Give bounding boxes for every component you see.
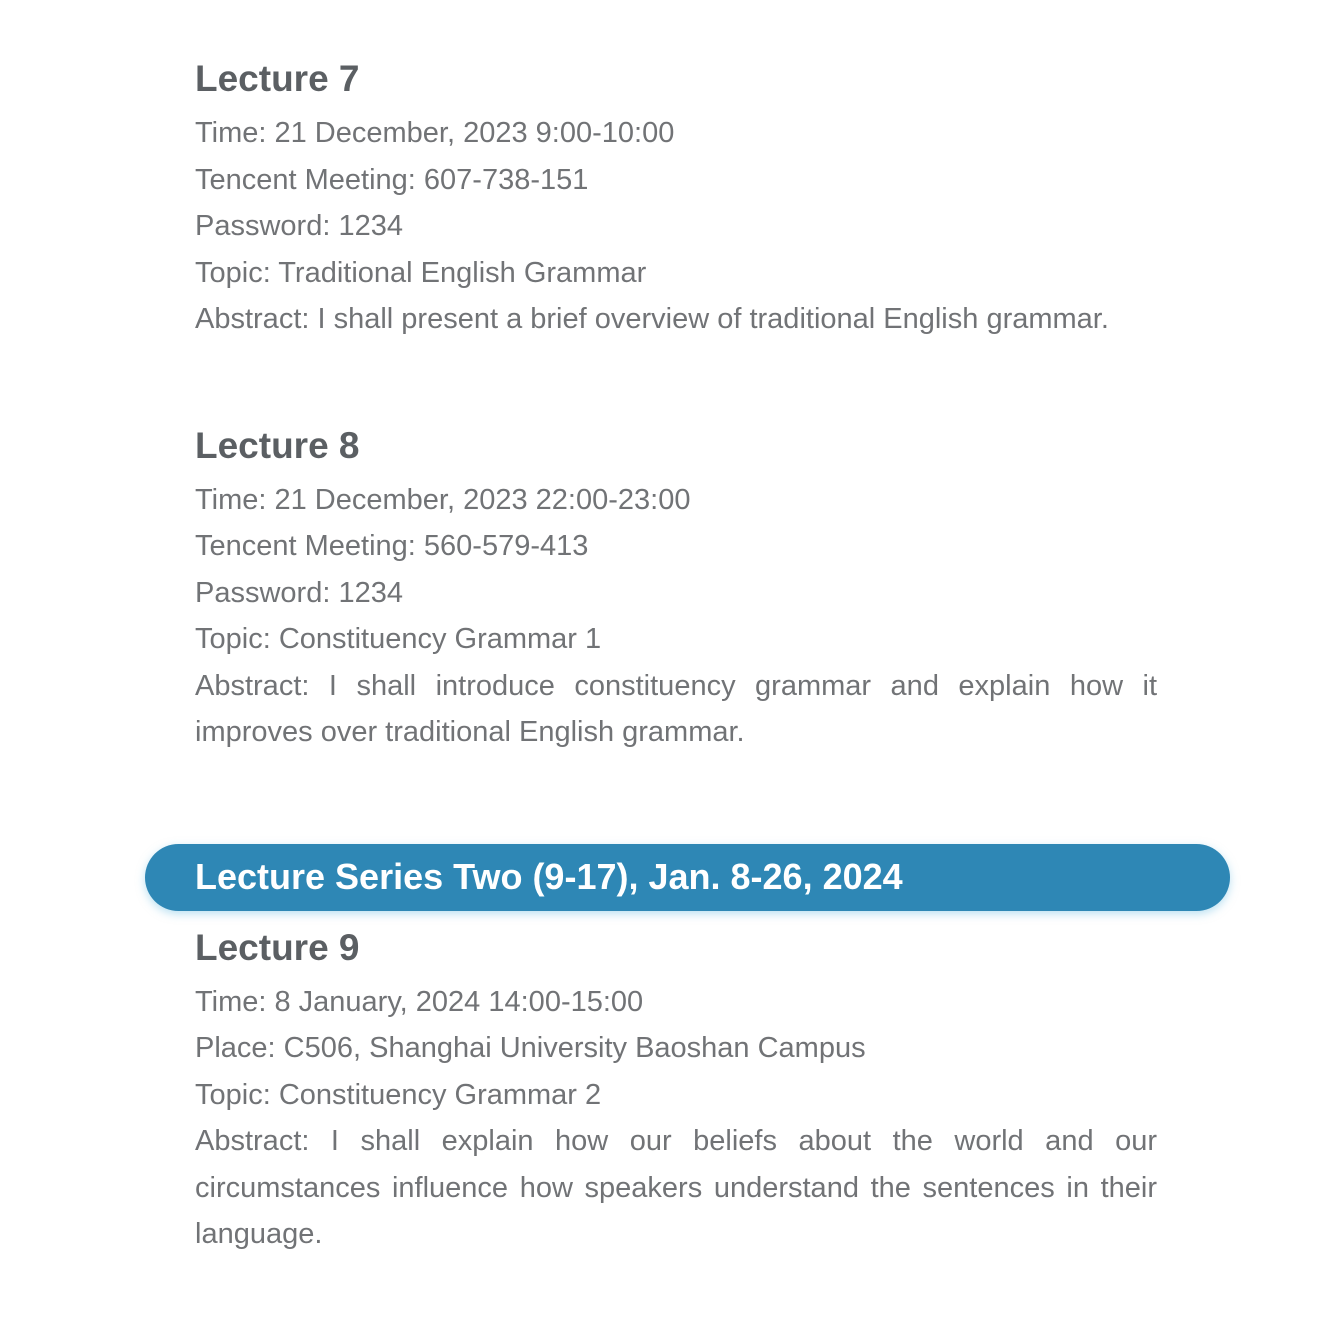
lecture-7-topic-line: Topic: Traditional English Grammar bbox=[195, 256, 647, 289]
lecture-9-abstract: Abstract: I shall explain how our beliefs about the world and our circumstances influence how speakers understand the sentences in their language. bbox=[195, 1125, 1157, 1250]
lecture-8-time-line: Time: 21 December, 2023 22:00-23:00 bbox=[195, 483, 691, 516]
lecture-8-password-line: Password: 1234 bbox=[195, 576, 403, 609]
lecture-7-abstract: Abstract: I shall present a brief overview of traditional English grammar. bbox=[195, 303, 1109, 335]
lecture-9-title: Lecture 9 bbox=[195, 926, 360, 968]
lecture-8-meeting-line: Tencent Meeting: 560-579-413 bbox=[195, 530, 589, 562]
lecture-8-topic-line: Topic: Constituency Grammar 1 bbox=[195, 623, 602, 655]
lecture-7-section bbox=[195, 56, 1157, 343]
series-two-banner bbox=[145, 844, 1230, 911]
lecture-8-title: Lecture 8 bbox=[195, 424, 360, 466]
lecture-7-time-line: Time: 21 December, 2023 9:00-10:00 bbox=[195, 117, 675, 149]
lecture-7-meeting-line: Tencent Meeting: 607-738-151 bbox=[195, 163, 589, 196]
lecture-9-topic-line: Topic: Constituency Grammar 2 bbox=[195, 1078, 602, 1111]
lecture-9-place-line: Place: C506, Shanghai University Baoshan Campus bbox=[195, 1032, 866, 1064]
series-two-banner-label: Lecture Series Two (9-17), Jan. 8-26, 2024 bbox=[195, 856, 903, 897]
lecture-9-section bbox=[195, 925, 1157, 1258]
lecture-8-section bbox=[195, 423, 1157, 756]
lecture-9-time-line: Time: 8 January, 2024 14:00-15:00 bbox=[195, 985, 644, 1018]
lecture-8-abstract: Abstract: I shall introduce constituency grammar and explain how it improves over traditional English grammar. bbox=[195, 669, 1157, 748]
lecture-7-password-line: Password: 1234 bbox=[195, 210, 403, 242]
lecture-7-title: Lecture 7 bbox=[195, 58, 360, 99]
